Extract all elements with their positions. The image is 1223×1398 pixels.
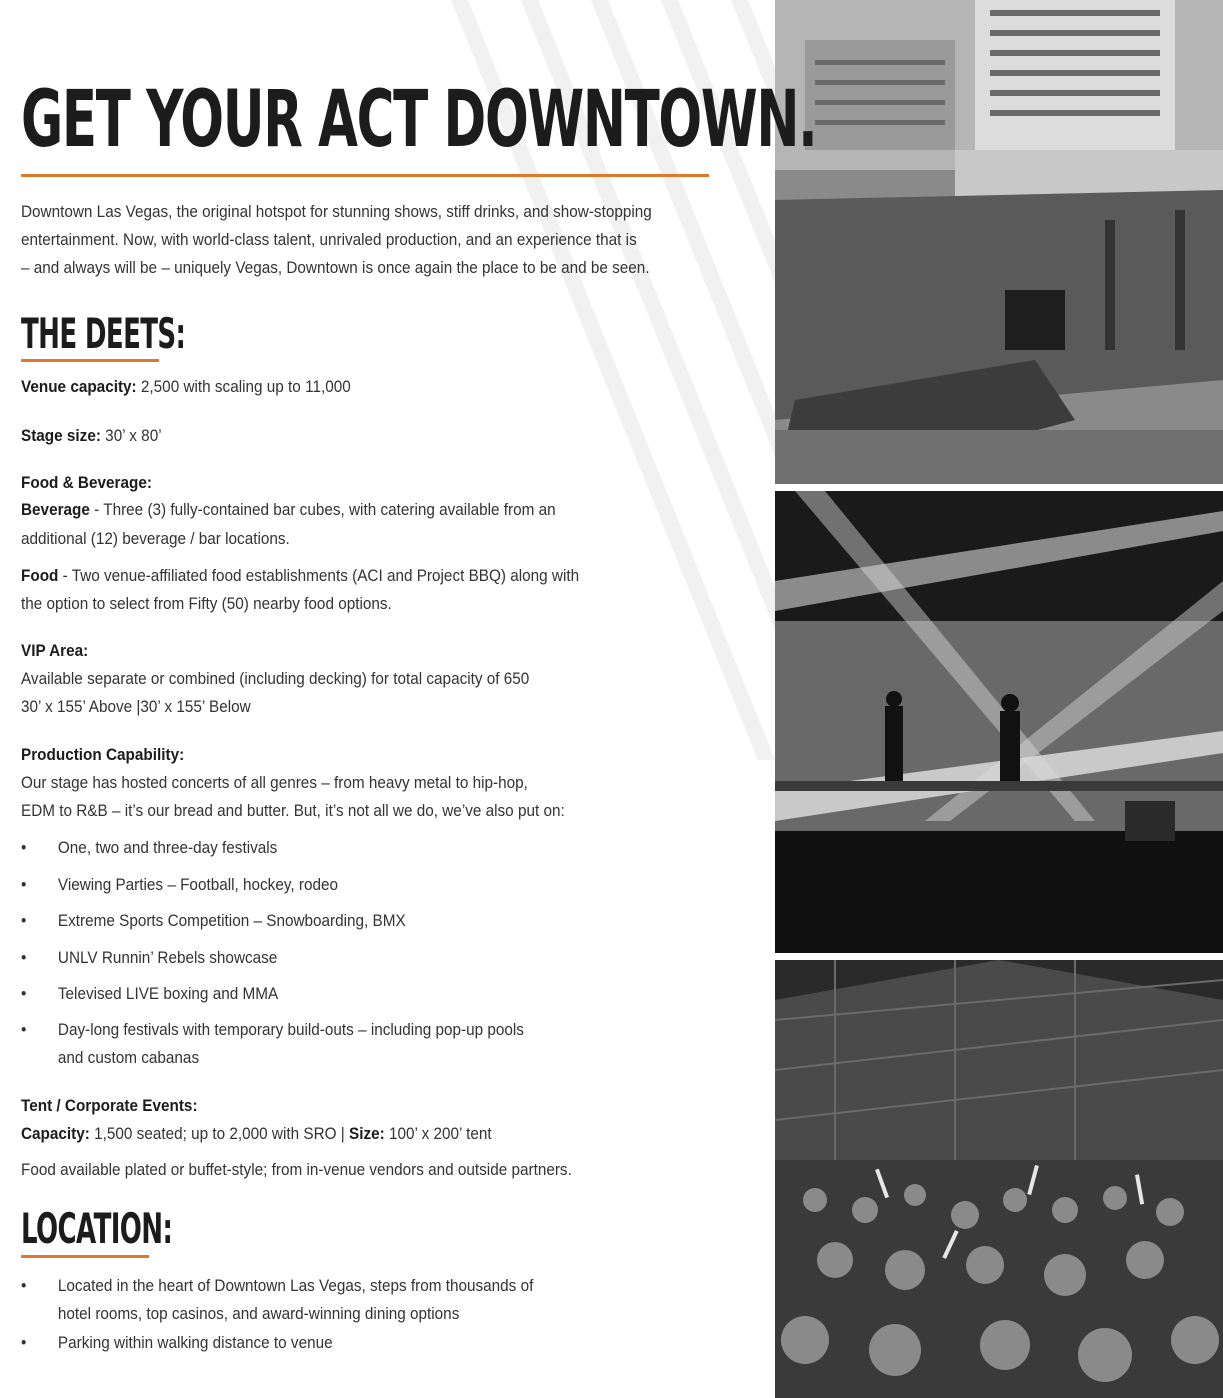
stage-size: Stage size: 30’ x 80’ <box>21 426 162 445</box>
tent-capacity: Capacity: 1,500 seated; up to 2,000 with SRO | Size: 100’ x 200’ tent <box>21 1124 492 1143</box>
vip-line-1: Available separate or combined (including decking) for total capacity of 650 <box>21 669 530 688</box>
tent-crowd-photo <box>775 960 1223 1398</box>
bullet-dot: • <box>21 875 27 894</box>
food-line-1: Food - Two venue-affiliated food establishments (ACI and Project BBQ) along with <box>21 566 580 585</box>
title-rule <box>21 174 709 177</box>
deets-heading: THE DEETS: <box>21 309 186 358</box>
vip-line-2: 30’ x 155’ Above |30’ x 155’ Below <box>21 697 251 716</box>
bullet-dot: • <box>21 1020 27 1039</box>
beverage-line-2: additional (12) beverage / bar locations. <box>21 529 290 548</box>
tent-heading: Tent / Corporate Events: <box>21 1096 198 1115</box>
venue-aerial-photo <box>775 0 1223 484</box>
intro-line-1: Downtown Las Vegas, the original hotspot for stunning shows, stiff drinks, and show-stopping <box>21 202 652 221</box>
bullet-dot: • <box>21 984 27 1003</box>
bullet-dot: • <box>21 1333 27 1352</box>
page-title: GET YOUR ACT DOWNTOWN. <box>21 75 817 165</box>
food-line-2: the option to select from Fifty (50) nearby food options. <box>21 594 392 613</box>
bullet-dot: • <box>21 838 27 857</box>
production-heading: Production Capability: <box>21 745 185 764</box>
vip-heading: VIP Area: <box>21 641 89 660</box>
deets-rule <box>21 359 159 362</box>
tent-food: Food available plated or buffet-style; from in-venue vendors and outside partners. <box>21 1160 572 1179</box>
beverage-line-1: Beverage - Three (3) fully-contained bar cubes, with catering available from an <box>21 500 556 519</box>
stage-concert-photo <box>775 491 1223 953</box>
bullet-dot: • <box>21 911 27 930</box>
location-heading: LOCATION: <box>21 1204 173 1253</box>
intro-line-3: – and always will be – uniquely Vegas, Downtown is once again the place to be and be seen. <box>21 258 650 277</box>
production-line-2: EDM to R&B – it’s our bread and butter. But, it’s not all we do, we’ve also put on: <box>21 801 565 820</box>
intro-line-2: entertainment. Now, with world-class talent, unrivaled production, and an experience that is <box>21 230 637 249</box>
production-line-1: Our stage has hosted concerts of all genres – from heavy metal to hip-hop, <box>21 773 528 792</box>
venue-capacity: Venue capacity: 2,500 with scaling up to 11,000 <box>21 377 351 396</box>
bullet-dot: • <box>21 948 27 967</box>
location-rule <box>21 1255 149 1258</box>
bullet-dot: • <box>21 1276 27 1295</box>
food-beverage-heading: Food & Beverage: <box>21 473 152 492</box>
